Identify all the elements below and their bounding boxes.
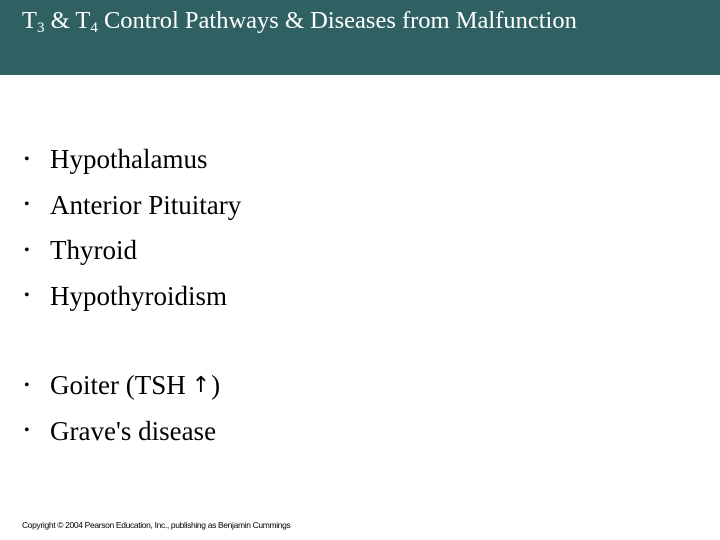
bullet-label: Hypothalamus (50, 144, 208, 175)
up-arrow-icon: ↑ (191, 373, 211, 399)
title-connector: & (44, 7, 76, 34)
title-t3-subscript: 3 (36, 20, 45, 36)
bullet-dot: • (24, 241, 30, 259)
title-bar (0, 0, 720, 75)
bullet-label: Grave's disease (50, 415, 217, 446)
title-t4-subscript: 4 (90, 20, 98, 36)
bullet-label: Anterior Pituitary (50, 189, 242, 220)
bullet-label: Thyroid (50, 235, 137, 266)
bullet-label: Hypothyroidism (50, 280, 228, 311)
bullet-item-graves-disease (24, 409, 220, 455)
slide-title (22, 5, 702, 36)
bullet-label-before: Goiter (TSH (50, 370, 186, 401)
title-t4-letter: T (75, 7, 91, 34)
bullet-list-pathway (24, 137, 241, 319)
bullet-dot: • (24, 287, 30, 305)
copyright-footer: Copyright © 2004 Pearson Education, Inc., publishing as Benjamin Cummings (22, 520, 291, 530)
bullet-item-hypothyroidism (24, 274, 241, 320)
bullet-label-after: ) (211, 370, 221, 401)
bullet-item-anterior-pituitary (24, 183, 241, 229)
bullet-item-goiter (24, 363, 220, 409)
bullet-item-thyroid (24, 228, 241, 274)
bullet-dot: • (24, 150, 30, 168)
title-t3-letter: T (22, 7, 37, 34)
bullet-dot: • (24, 196, 30, 214)
title-rest: Control Pathways & Diseases from Malfunction (97, 7, 577, 34)
bullet-list-diseases (24, 363, 220, 454)
bullet-dot: • (24, 376, 30, 394)
bullet-dot: • (24, 422, 30, 440)
bullet-item-hypothalamus (24, 137, 241, 183)
